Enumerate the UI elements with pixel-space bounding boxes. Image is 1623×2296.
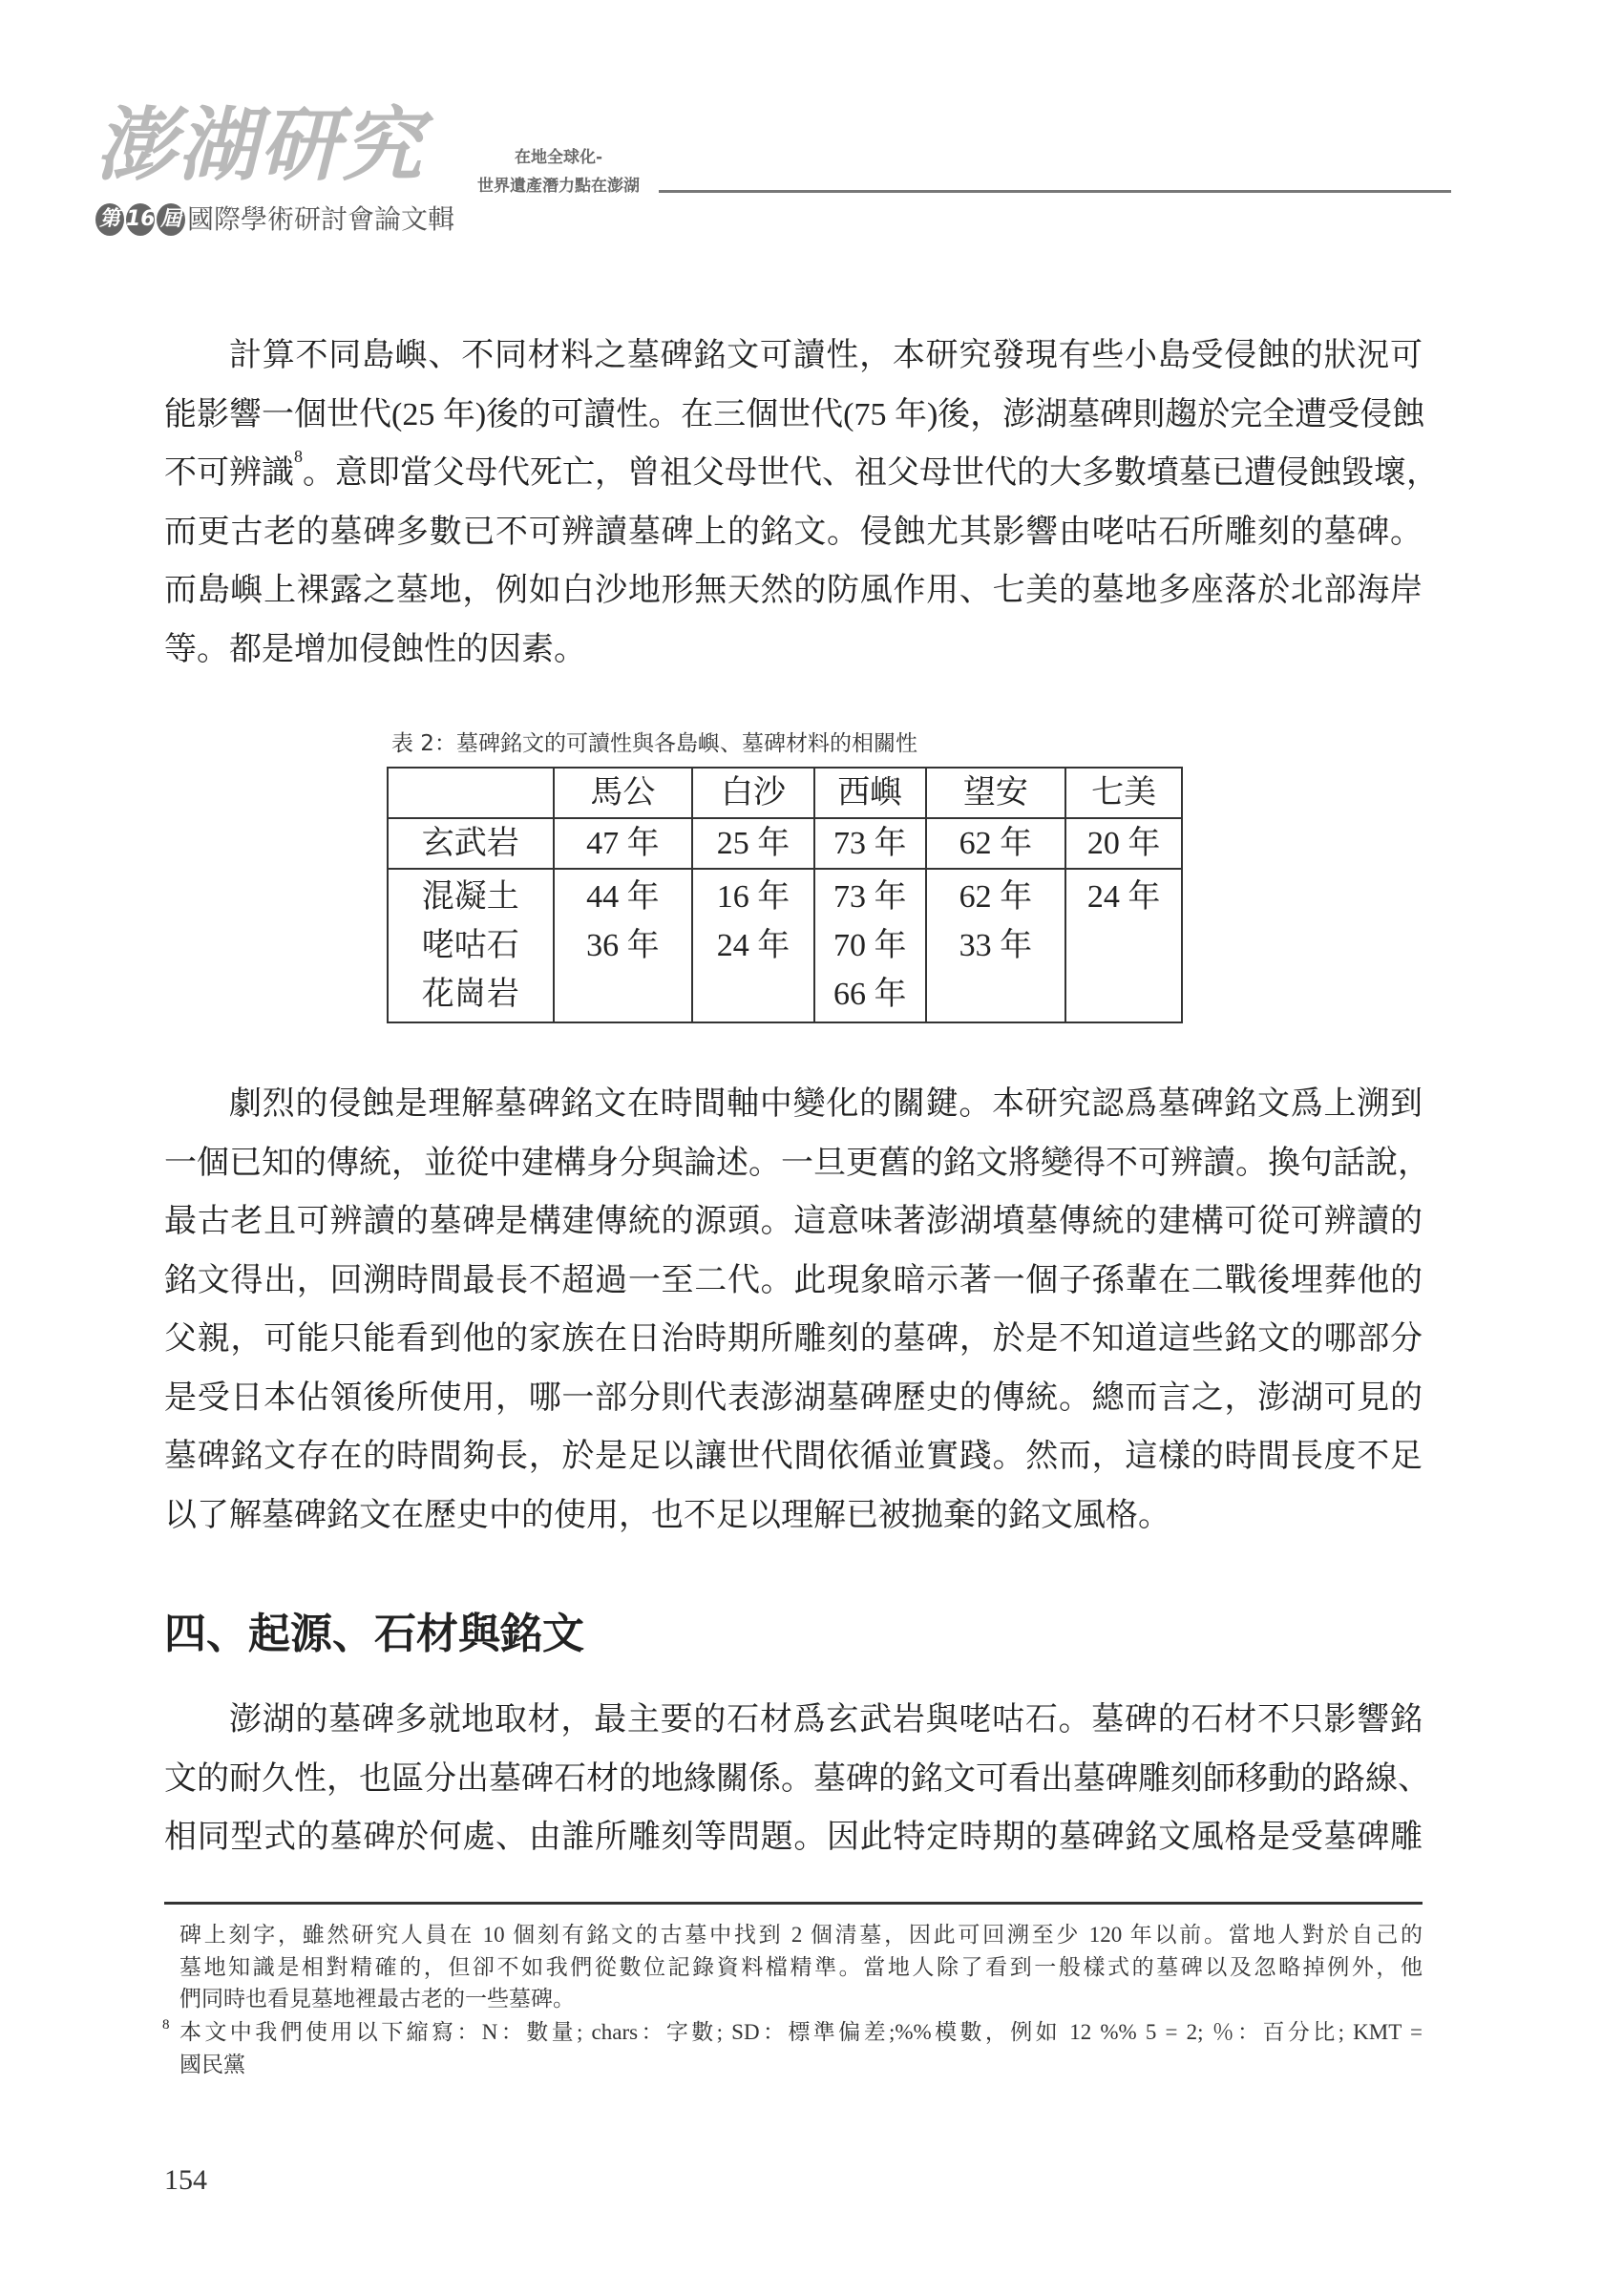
text-line: 以了解墓碑銘文在歷史中的使用，也不足以理解已被拋棄的銘文風格。 — [164, 1497, 1170, 1533]
text-line: 父親，可能只能看到他的家族在日治時期所雕刻的墓碑，於是不知道這些銘文的哪部分 — [164, 1321, 1423, 1357]
table-row — [388, 818, 1182, 869]
text-line: 最古老且可辨讀的墓碑是構建傳統的源頭。這意味著澎湖墳墓傳統的建構可從可辨讀的 — [164, 1204, 1423, 1239]
value: 70 年 — [833, 928, 907, 963]
footnote-continued — [179, 1919, 1423, 2015]
material-label: 混凝土 — [421, 879, 519, 915]
value: 66 年 — [833, 977, 907, 1012]
value-cell — [554, 869, 693, 1022]
value-cell: 47 年 — [554, 818, 693, 869]
journal-logo-title: 澎湖研究 — [95, 97, 425, 192]
paragraph-3 — [164, 1691, 1430, 1867]
text-line: 能影響一個世代(25 年)後的可讀性。在三個世代(75 年)後，澎湖墓碑則趨於完全遭受侵蝕 — [164, 396, 1425, 432]
material-cell — [388, 869, 554, 1022]
tagline-line-2: 世界遺產潛力點在澎湖 — [477, 177, 640, 196]
header-cell: 七美 — [1065, 768, 1182, 818]
journal-edition — [95, 202, 454, 237]
text-line: 等。都是增加侵蝕性的因素。 — [164, 631, 586, 667]
footnote-rule — [164, 1902, 1423, 1905]
value-cell — [692, 869, 814, 1022]
value-cell: 73 年 — [814, 818, 926, 869]
value-cell — [926, 869, 1066, 1022]
material-cell: 玄武岩 — [388, 818, 554, 869]
text-line: 銘文得出，回溯時間最長不超過一至二代。此現象暗示著一個子孫輩在二戰後埋葬他的 — [164, 1262, 1423, 1298]
edition-prefix: 第 — [95, 203, 124, 236]
value-cell: 20 年 — [1065, 818, 1182, 869]
edition-suffix: 屆 — [157, 203, 185, 236]
value: 16 年 — [716, 879, 790, 915]
text-line: 而島嶼上裸露之墓地，例如白沙地形無天然的防風作用、七美的墓地多座落於北部海岸 — [164, 573, 1423, 608]
table-caption: 表 2：墓碑銘文的可讀性與各島嶼、墓碑材料的相關性 — [391, 731, 917, 756]
value: 36 年 — [586, 928, 660, 963]
value: 24 年 — [1086, 879, 1161, 915]
text-line: 墓碑銘文存在的時間夠長，於是足以讓世代間依循並實踐。然而，這樣的時間長度不足 — [164, 1439, 1423, 1474]
section-heading: 四、起源、石材與銘文 — [164, 1611, 584, 1657]
footnote-number: 8 — [162, 2017, 170, 2033]
text-line: 而更古老的墓碑多數已不可辨讀墓碑上的銘文。侵蝕尤其影響由咾咕石所雕刻的墓碑。 — [164, 514, 1423, 550]
header-cell: 馬公 — [554, 768, 693, 818]
value-cell — [1065, 869, 1182, 1022]
header-rule — [659, 190, 1451, 193]
text-fragment: 。意即當父母代死亡，曾祖父母世代、祖父母世代的大多數墳墓已遭侵蝕毀壞， — [303, 455, 1439, 491]
value: 62 年 — [959, 879, 1033, 915]
text-fragment: 不可辨識 — [164, 455, 294, 491]
text-line: 劇烈的侵蝕是理解墓碑銘文在時間軸中變化的關鍵。本研究認爲墓碑銘文爲上溯到 — [229, 1086, 1423, 1122]
value-cell: 62 年 — [926, 818, 1066, 869]
edition-number: 16 — [126, 203, 155, 236]
tagline-line-1: 在地全球化- — [514, 148, 603, 167]
footnote-line: 墓地知識是相對精確的，但卻不如我們從數位記錄資料檔精準。當地人除了看到一般樣式的墓碑以及忽略掉例外，他 — [179, 1954, 1423, 1979]
value-cell — [814, 869, 926, 1022]
value: 44 年 — [586, 879, 660, 915]
footnote-line: 國民黨 — [179, 2052, 245, 2076]
paragraph-2 — [164, 1075, 1430, 1545]
text-line: 文的耐久性，也區分出墓碑石材的地緣關係。墓碑的銘文可看出墓碑雕刻師移動的路線、 — [164, 1760, 1430, 1797]
header-cell — [388, 768, 554, 818]
journal-subtitle: 國際學術研討會論文輯 — [187, 203, 455, 235]
legibility-table — [387, 767, 1183, 1023]
text-line — [164, 444, 1439, 503]
header-cell: 西嶼 — [814, 768, 926, 818]
footnote-line: 碑上刻字，雖然研究人員在 10 個刻有銘文的古墓中找到 2 個清墓，因此可回溯至少 120 年以前。當地人對於自己的 — [179, 1923, 1423, 1947]
table-header-row — [388, 768, 1182, 818]
text-line: 是受日本佔領後所使用，哪一部分則代表澎湖墓碑歷史的傳統。總而言之，澎湖可見的 — [164, 1380, 1423, 1416]
text-line: 澎湖的墓碑多就地取材，最主要的石材爲玄武岩與咾咕石。墓碑的石材不只影響銘 — [229, 1702, 1423, 1738]
text-line: 一個已知的傳統，並從中建構身分與論述。一旦更舊的銘文將變得不可辨讀。換句話說， — [164, 1145, 1430, 1181]
footnote-8 — [179, 2016, 1423, 2080]
table-row — [388, 869, 1182, 1022]
value-cell: 25 年 — [692, 818, 814, 869]
text-line: 計算不同島嶼、不同材料之墓碑銘文可讀性，本研究發現有些小島受侵蝕的狀況可 — [229, 338, 1423, 373]
material-label: 咾咕石 — [421, 928, 519, 963]
page-number: 154 — [164, 2164, 207, 2196]
text-line: 相同型式的墓碑於何處、由誰所雕刻等問題。因此特定時期的墓碑銘文風格是受墓碑雕 — [164, 1820, 1423, 1855]
material-label: 花崗岩 — [421, 977, 519, 1012]
header-cell: 望安 — [926, 768, 1066, 818]
footnote-ref[interactable]: 8 — [294, 447, 303, 466]
paragraph-1 — [164, 326, 1439, 679]
footnote-line: 們同時也看見墓地裡最古老的一些墓碑。 — [179, 1987, 575, 2011]
header-cell: 白沙 — [692, 768, 814, 818]
footnote-line: 本文中我們使用以下縮寫：N：數量; chars：字數; SD：標準偏差;%%模數，例如 12 %% 5 = 2; ％：百分比; KMT = — [179, 2020, 1423, 2044]
conference-tagline — [477, 143, 640, 200]
value: 73 年 — [833, 879, 907, 915]
value: 33 年 — [959, 928, 1033, 963]
value: 24 年 — [716, 928, 790, 963]
